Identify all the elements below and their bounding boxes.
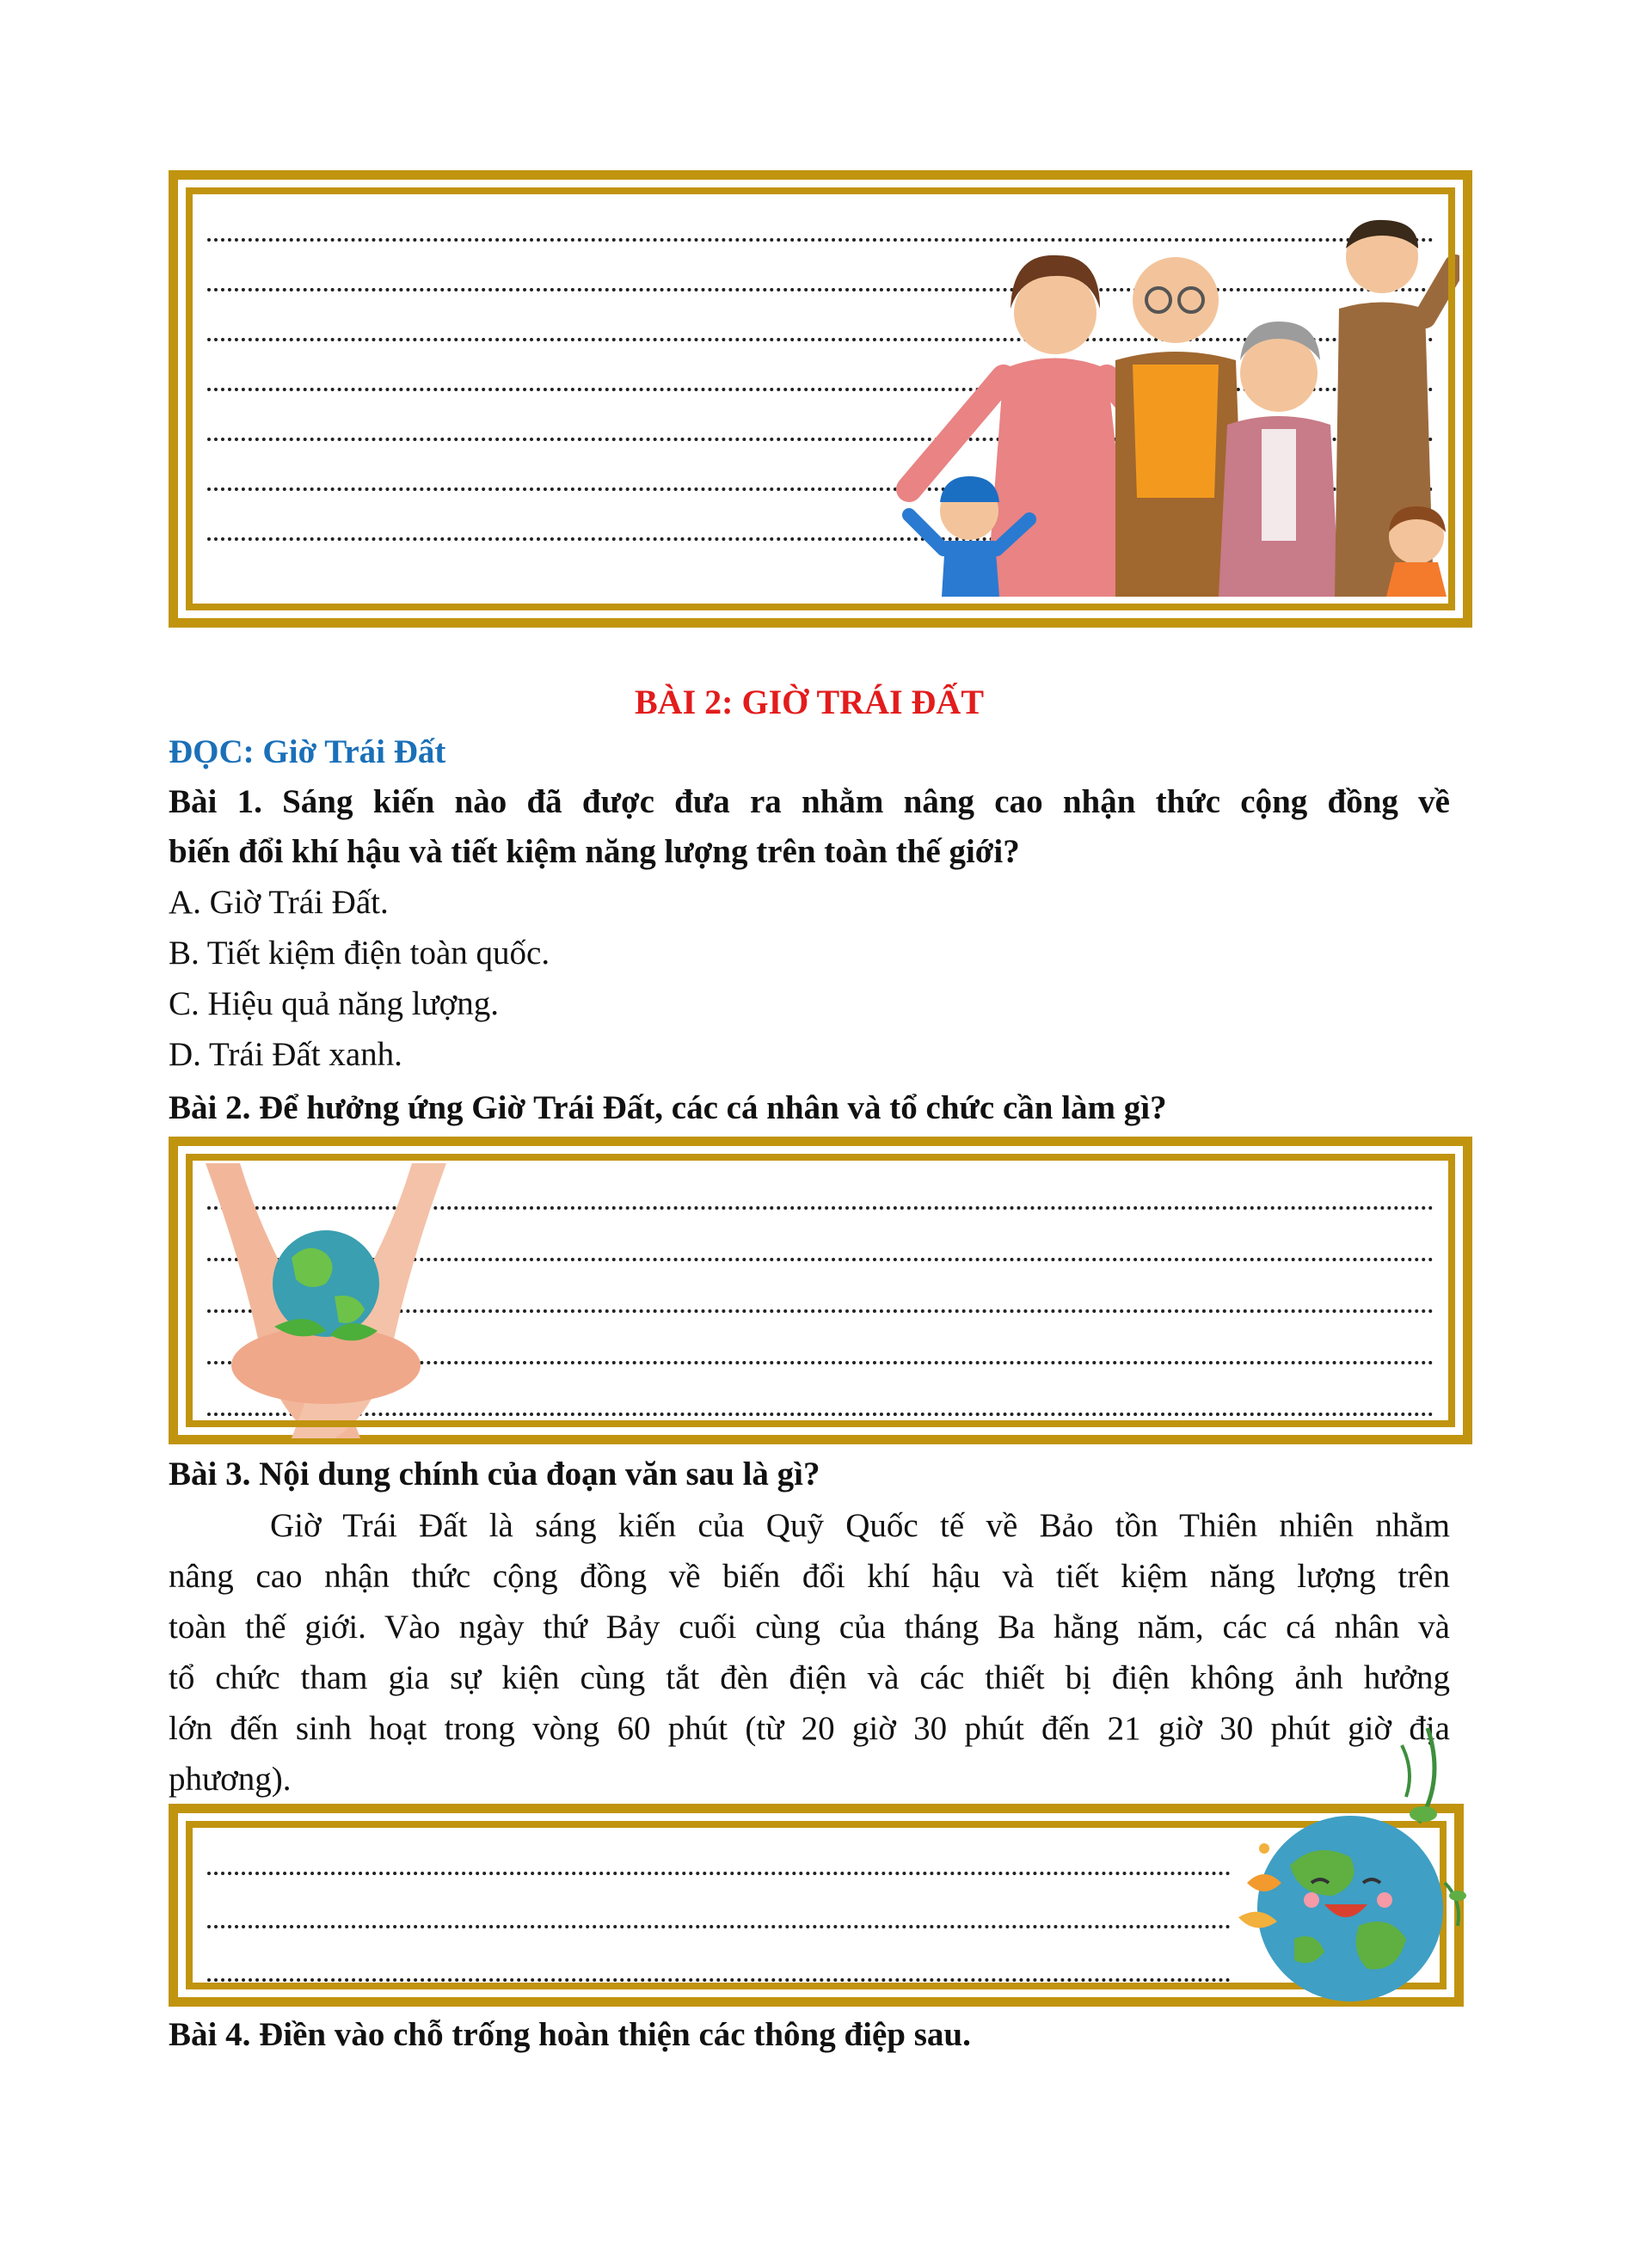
exercise-3-question: Bài 3. Nội dung chính của đoạn văn sau là gì? [169,1456,820,1493]
lesson-title: BÀI 2: GIỜ TRÁI ĐẤT [635,683,984,721]
answer-line[interactable] [207,1872,1231,1875]
answer-box-1 [169,170,1472,628]
passage-line: Giờ Trái Đất là sáng kiến của Quỹ Quốc tế về Bảo tồn Thiên nhiên nhằm [270,1507,1450,1544]
passage-line: nâng cao nhận thức cộng đồng về biến đổi khí hậu và tiết kiệm năng lượng trên [169,1558,1450,1595]
answer-line[interactable] [207,1978,1231,1982]
passage-line: phương). [169,1761,292,1798]
passage-line: tổ chức tham gia sự kiện cùng tắt đèn điện và các thiết bị điện không ảnh hưởng [169,1659,1450,1696]
option-d[interactable]: D. Trái Đất xanh. [169,1036,402,1073]
exercise-4-question: Bài 4. Điền vào chỗ trống hoàn thiện các thông điệp sau. [169,2016,971,2053]
option-b[interactable]: B. Tiết kiệm điện toàn quốc. [169,935,550,972]
option-c[interactable]: C. Hiệu quả năng lượng. [169,985,500,1022]
answer-box-2 [169,1137,1472,1444]
passage-line: toàn thế giới. Vào ngày thứ Bảy cuối cùng của tháng Ba hằng năm, các cá nhân và [169,1609,1450,1646]
exercise-1-question: Bài 1. Sáng kiến nào đã được đưa ra nhằm nâng cao nhận thức cộng đồng về [169,783,1450,820]
exercise-2-question: Bài 2. Để hưởng ứng Giờ Trái Đất, các cá nhân và tổ chức cần làm gì? [169,1089,1167,1126]
answer-line[interactable] [207,1925,1231,1928]
hands-holding-globe-icon [188,1155,464,1438]
smiling-earth-icon [1213,1711,1488,2020]
family-illustration-icon [875,214,1459,597]
reading-title: ĐỌC: Giờ Trái Đất [169,733,446,770]
passage-line: lớn đến sinh hoạt trong vòng 60 phút (từ 20 giờ 30 phút đến 21 giờ 30 phút giờ địa [169,1710,1450,1747]
option-a[interactable]: A. Giờ Trái Đất. [169,884,389,921]
exercise-1-question-cont: biến đổi khí hậu và tiết kiệm năng lượng trên toàn thế giới? [169,833,1020,870]
